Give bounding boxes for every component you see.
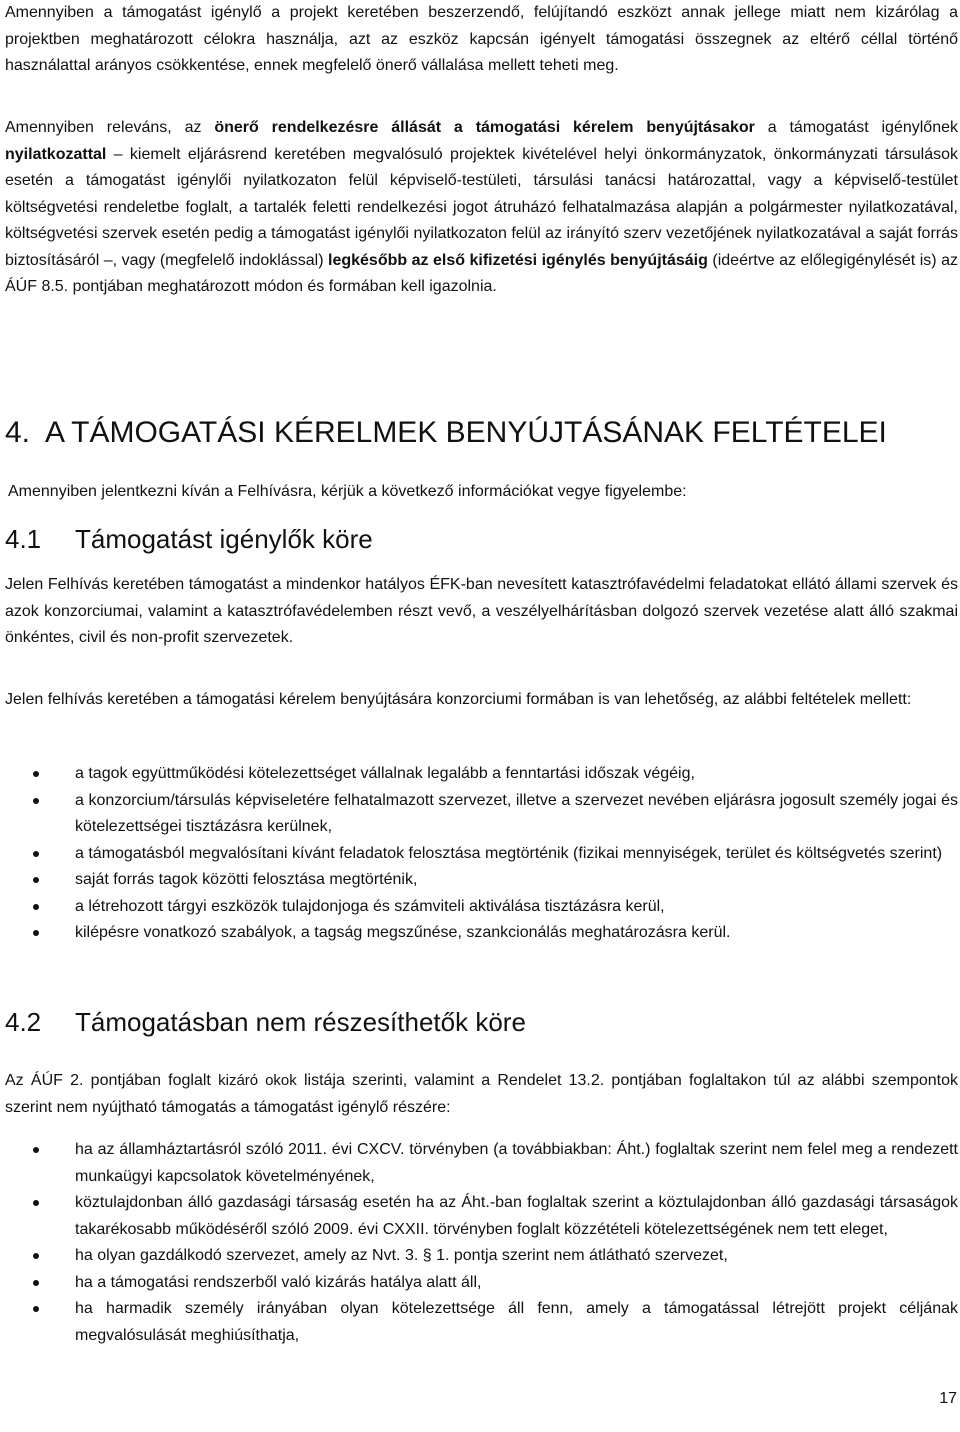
- paragraph-own-contribution: Amennyiben a támogatást igénylő a projekt keretében beszerzendő, felújítandó eszközt annak jellege miatt nem kizárólag a projektben meghatározott célokra használja, azt az eszköz kapcsán igényelt támogatási összegnek az eltérő céllal történő használattal arányos csökkentése, ennek megfelelő önerő vállalása mellett teheti meg.: [5, 4, 958, 74]
- bullet-icon: [33, 877, 39, 883]
- bold-text: önerő rendelkezésre állását a támogatási kérelem benyújtásakor: [214, 119, 755, 136]
- subsection-number: 4.2: [5, 1007, 42, 1037]
- bullet-icon: [33, 851, 39, 857]
- text: Amennyiben releváns, az: [5, 119, 215, 136]
- list-item: [5, 788, 958, 841]
- intro-text: Amennyiben jelentkezni kíván a Felhívásra, kérjük a következő információkat vegye figyelembe:: [8, 483, 687, 500]
- list-item-text: ha olyan gazdálkodó szervezet, amely az Nvt. 3. § 1. pontja szerint nem átlátható szervezet,: [75, 1247, 728, 1264]
- list-item-text: köztulajdonban álló gazdasági társaság esetén ha az Áht.-ban foglaltak szerint a köztulajdonban álló gazdasági társaságok takarékosabb működéséről szóló 2009. évi CXXII. törvényben foglalt közzétételi kötelezettségének nem tett eleget,: [75, 1194, 958, 1238]
- text: listája szerinti, valamint a Rendelet 13.2. pontjában foglaltakon túl az alábbi szempontok szerint nem nyújtható támogatás a támogatást igénylő részére:: [5, 1072, 958, 1116]
- list-item: [5, 894, 958, 921]
- text: – kiemelt eljárásrend keretében megvalósuló projektek kivételével helyi önkormányzatok, önkormányzati társulások esetén a támogatást igénylői nyilatkozaton felül képviselő-testületi, társulási tanácsi határozattal, vagy a képviselő-testület költségvetési rendeletbe foglalt, a tartalék feletti rendelkezési jogot átruházó felhatalmazása alapján a polgármester nyilatkozatával, költségvetési szervek esetén pedig a támogatást igénylői nyilatkozaton felül az irányító szerv vezetőjének nyilatkozatával a saját forrás biztosításáról –, vagy (megfelelő indoklással): [5, 145, 958, 269]
- bold-text: nyilatkozattal: [5, 145, 107, 163]
- bullet-icon: [33, 1280, 39, 1286]
- list-item-text: a létrehozott tárgyi eszközök tulajdonjoga és számviteli aktiválása tisztázásra kerül,: [75, 897, 665, 915]
- page-number: 17: [939, 1390, 957, 1407]
- section-title: A TÁMOGATÁSI KÉRELMEK BENYÚJTÁSÁNAK FELTÉTELEI: [45, 416, 887, 449]
- text: (ideértve az előlegigénylését is) az ÁÚF 8.5. pontjában meghatározott módon és formában kell igazolnia.: [5, 251, 959, 295]
- list-item: [5, 867, 958, 894]
- bullet-icon: [33, 930, 39, 936]
- list-item-text: a konzorcium/társulás képviseletére felhatalmazott szervezet, illetve a szervezet nevében eljárásra jogosult személy jogai és kötelezettségei tisztázásra kerülnek,: [75, 791, 958, 835]
- subsection-number: 4.1: [5, 524, 42, 554]
- list-item: [5, 1190, 958, 1243]
- subsection-title: Támogatásban nem részesíthetők köre: [75, 1007, 526, 1037]
- list-item: [5, 761, 958, 788]
- paragraph-eligible-applicants: Jelen Felhívás keretében támogatást a mindenkor hatályos ÉFK-ban nevesített katasztrófavédelmi feladatokat ellátó állami szervek és azok konzorciumai, valamint a katasztrófavédelemben részt vevő, a veszélyelhárításban dolgozó szervek vezetése alatt álló szakmai önkéntes, civil és non-profit szervezetek.: [5, 576, 958, 646]
- list-item-text: ha a támogatási rendszerből való kizárás hatálya alatt áll,: [75, 1273, 482, 1291]
- bullet-icon: [33, 771, 39, 777]
- text: a támogatást igénylőnek: [754, 119, 958, 136]
- list-item-text: saját forrás tagok közötti felosztása megtörténik,: [75, 871, 418, 888]
- consortium-conditions-list: [5, 761, 958, 947]
- list-item: [5, 1243, 958, 1270]
- paragraph-relevant-own-resource: [5, 115, 958, 301]
- bullet-icon: [33, 1200, 39, 1206]
- list-item: [5, 841, 958, 868]
- list-item: [5, 920, 958, 947]
- text: kizáró okok: [218, 1072, 297, 1089]
- text: Az ÁÚF 2. pontjában foglalt: [5, 1072, 219, 1089]
- list-item-text: ha harmadik személy irányában olyan kötelezettsége áll fenn, amely a támogatással létrejött projekt céljának megvalósulását meghiúsíthatja,: [75, 1300, 958, 1344]
- subsection-title: Támogatást igénylők köre: [75, 524, 373, 554]
- section-heading-4: [5, 415, 887, 451]
- bullet-icon: [33, 1306, 39, 1312]
- bullet-icon: [33, 904, 39, 910]
- list-item: [5, 1137, 958, 1190]
- list-item: [5, 1270, 958, 1297]
- paragraph-consortium: Jelen felhívás keretében a támogatási kérelem benyújtására konzorciumi formában is van lehetőség, az alábbi feltételek mellett:: [5, 691, 912, 708]
- paragraph-excluded: [5, 1068, 958, 1121]
- subsection-heading-4-2: [5, 1006, 526, 1038]
- bold-text: legkésőbb az első kifizetési igénylés benyújtásáig: [328, 251, 708, 269]
- bullet-icon: [33, 798, 39, 804]
- bullet-icon: [33, 1253, 39, 1259]
- section-number: 4.: [5, 416, 31, 449]
- list-item-text: ha az államháztartásról szóló 2011. évi CXCV. törvényben (a továbbiakban: Áht.) foglaltak szerint nem felel meg a rendezett munkaügyi kapcsolatok követelményének,: [75, 1141, 958, 1185]
- bullet-icon: [33, 1147, 39, 1153]
- subsection-heading-4-1: [5, 523, 373, 555]
- list-item-text: kilépésre vonatkozó szabályok, a tagság megszűnése, szankcionálás meghatározásra kerül.: [75, 924, 731, 941]
- list-item-text: a tagok együttműködési kötelezettséget vállalnak legalább a fenntartási időszak végéig,: [75, 765, 695, 782]
- list-item-text: a támogatásból megvalósítani kívánt feladatok felosztása megtörténik (fizikai mennyiségek, terület és költségvetés szerint): [75, 844, 943, 862]
- list-item: [5, 1296, 958, 1349]
- excluded-conditions-list: [5, 1137, 958, 1349]
